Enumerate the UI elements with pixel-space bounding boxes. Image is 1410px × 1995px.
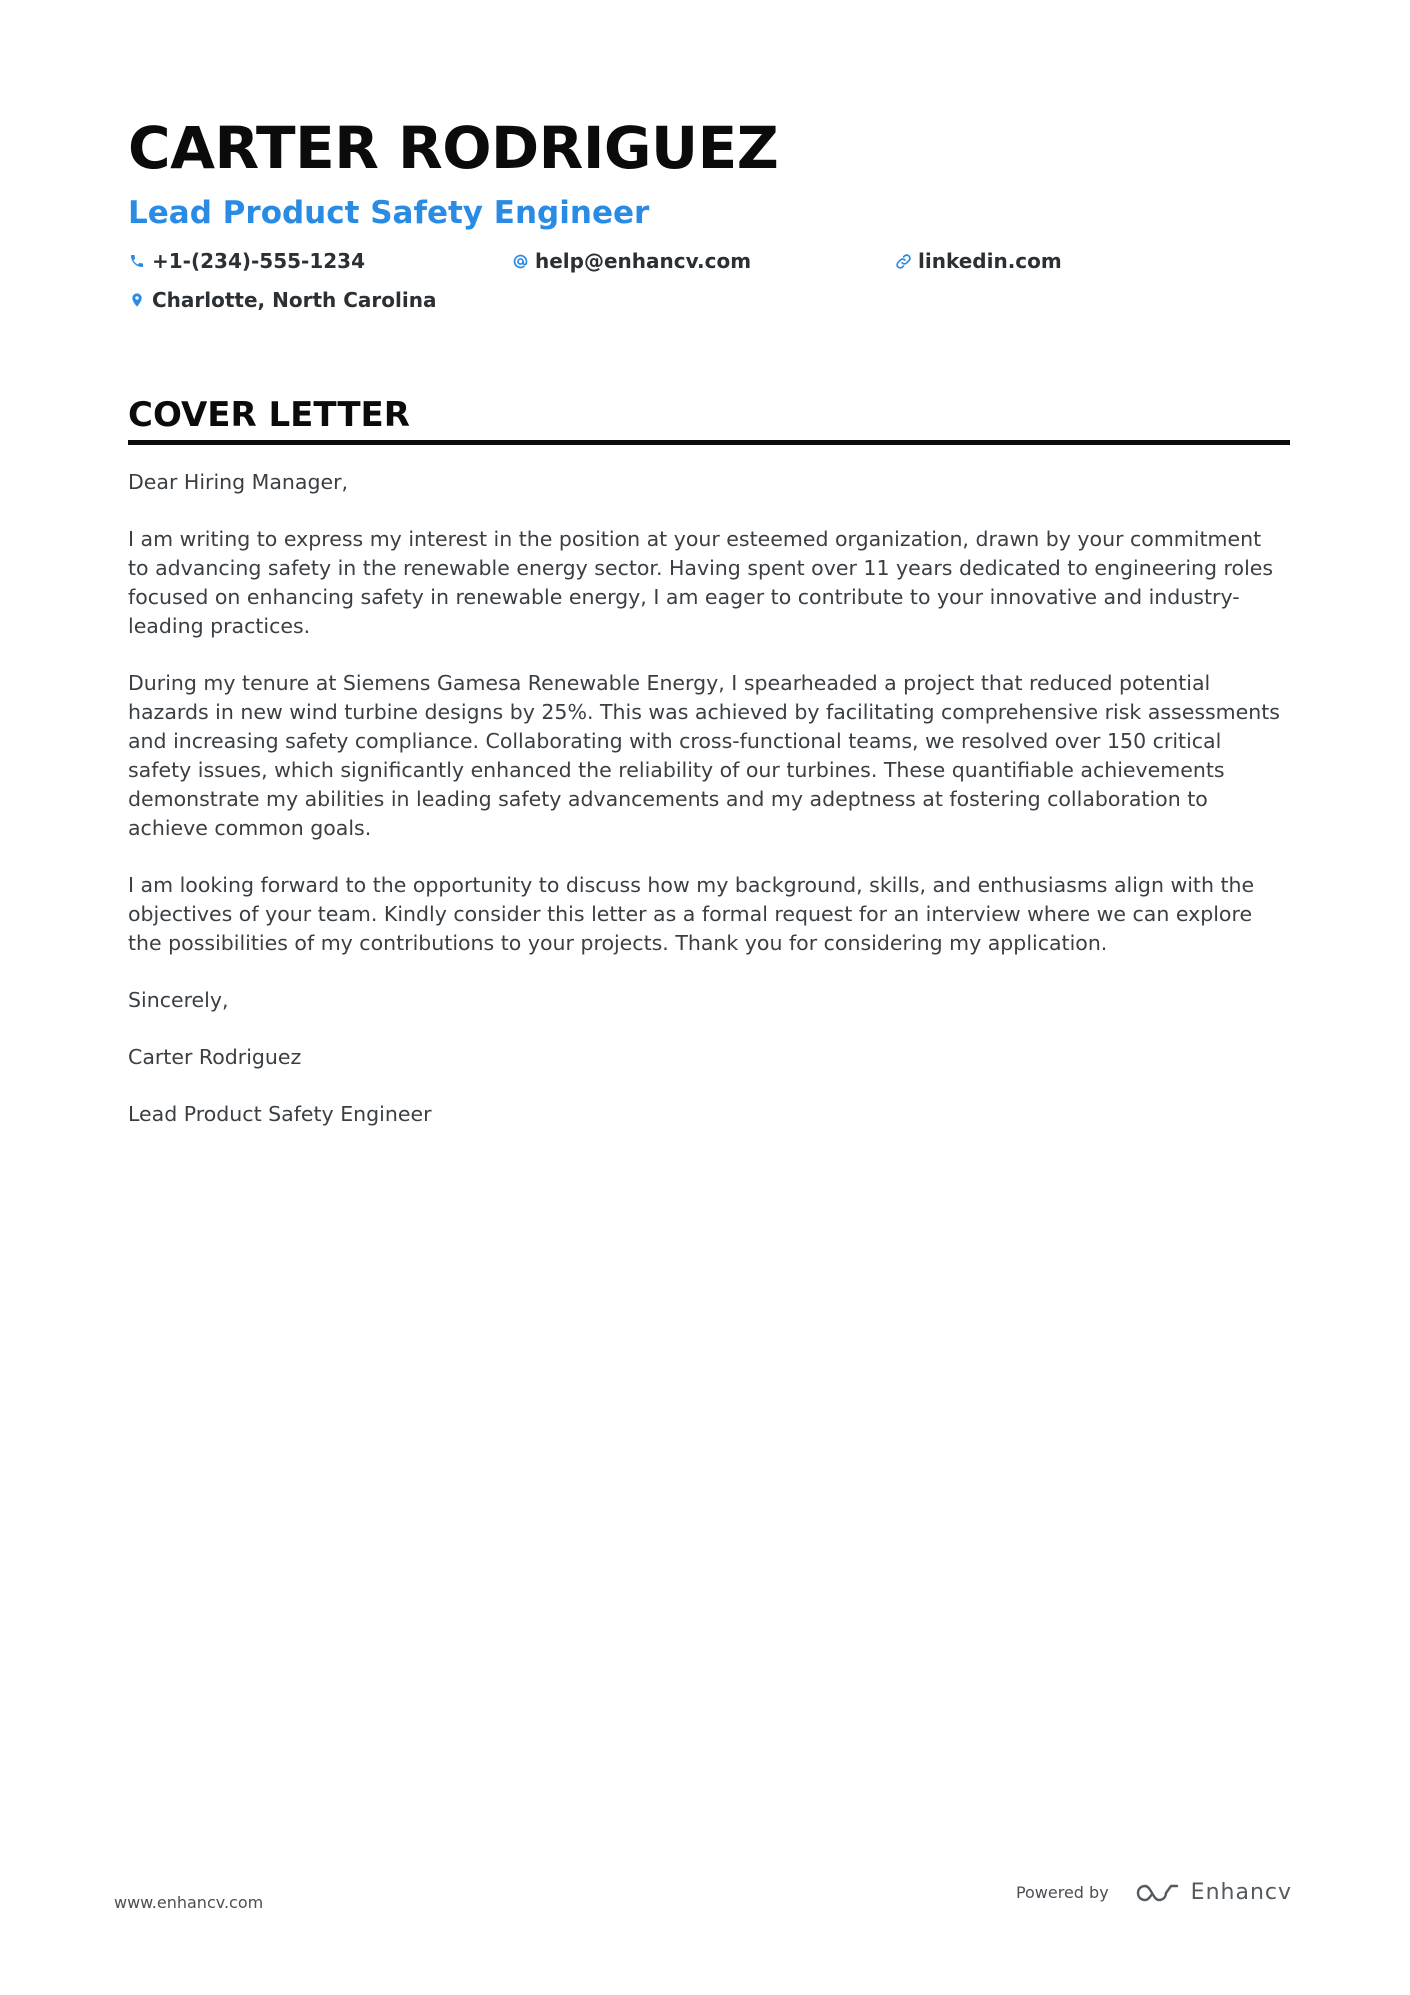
letter-greeting: Dear Hiring Manager, <box>128 470 349 494</box>
at-icon <box>511 252 529 270</box>
powered-by-label: Powered by <box>1015 1883 1109 1902</box>
letter-paragraph: During my tenure at Siemens Gamesa Renewable Energy, I spearheaded a project that reduced potential hazards in new wind turbine designs by 25%. This was achieved by facilitating comprehensive risk assessments and increasing safety compliance. Collaborating with cross-functional teams, we resolved over 150 critical safety issues, which significantly enhanced the reliability of our turbines. These quantifiable achievements demonstrate my abilities in leading safety advancements and my adeptness at fostering collaboration to achieve common goals. <box>128 671 1280 840</box>
contact-location <box>128 285 436 315</box>
candidate-role: Lead Product Safety Engineer <box>128 195 650 231</box>
phone-text: +1-(234)-555-1234 <box>152 249 366 273</box>
candidate-name: CARTER RODRIGUEZ <box>128 114 779 182</box>
contact-email[interactable] <box>511 246 751 276</box>
enhancv-logo-icon <box>1135 1881 1181 1905</box>
header <box>128 108 1288 326</box>
footer-website[interactable]: www.enhancv.com <box>114 1893 264 1912</box>
letter-paragraph: I am looking forward to the opportunity to discuss how my background, skills, and enthusiasms align with the objectives of your team. Kindly consider this letter as a formal request for an interview where we can explore the possibilities of my contributions to your projects. Thank you for considering my application. <box>128 873 1255 955</box>
signature-name: Carter Rodriguez <box>128 1045 302 1069</box>
phone-icon <box>128 252 146 270</box>
contact-link[interactable] <box>894 246 1062 276</box>
contact-phone <box>128 246 365 276</box>
letter-closing: Sincerely, <box>128 988 229 1012</box>
section-title: COVER LETTER <box>128 392 1290 445</box>
letter-paragraph: I am writing to express my interest in the position at your esteemed organization, drawn by your commitment to advancing safety in the renewable energy sector. Having spent over 11 years dedicated to engineering roles focused on enhancing safety in renewable energy, I am eager to contribute to your innovative and industry-leading practices. <box>128 527 1274 638</box>
location-pin-icon <box>128 291 146 309</box>
letter-body <box>128 468 1288 1157</box>
brand-name: Enhancv <box>1190 1880 1292 1905</box>
link-icon <box>894 252 912 270</box>
email-text: help@enhancv.com <box>535 249 752 273</box>
contact-info <box>128 246 1288 326</box>
footer-branding <box>1016 1880 1292 1905</box>
location-text: Charlotte, North Carolina <box>152 288 437 312</box>
link-text: linkedin.com <box>918 249 1062 273</box>
signature-title: Lead Product Safety Engineer <box>128 1102 432 1126</box>
